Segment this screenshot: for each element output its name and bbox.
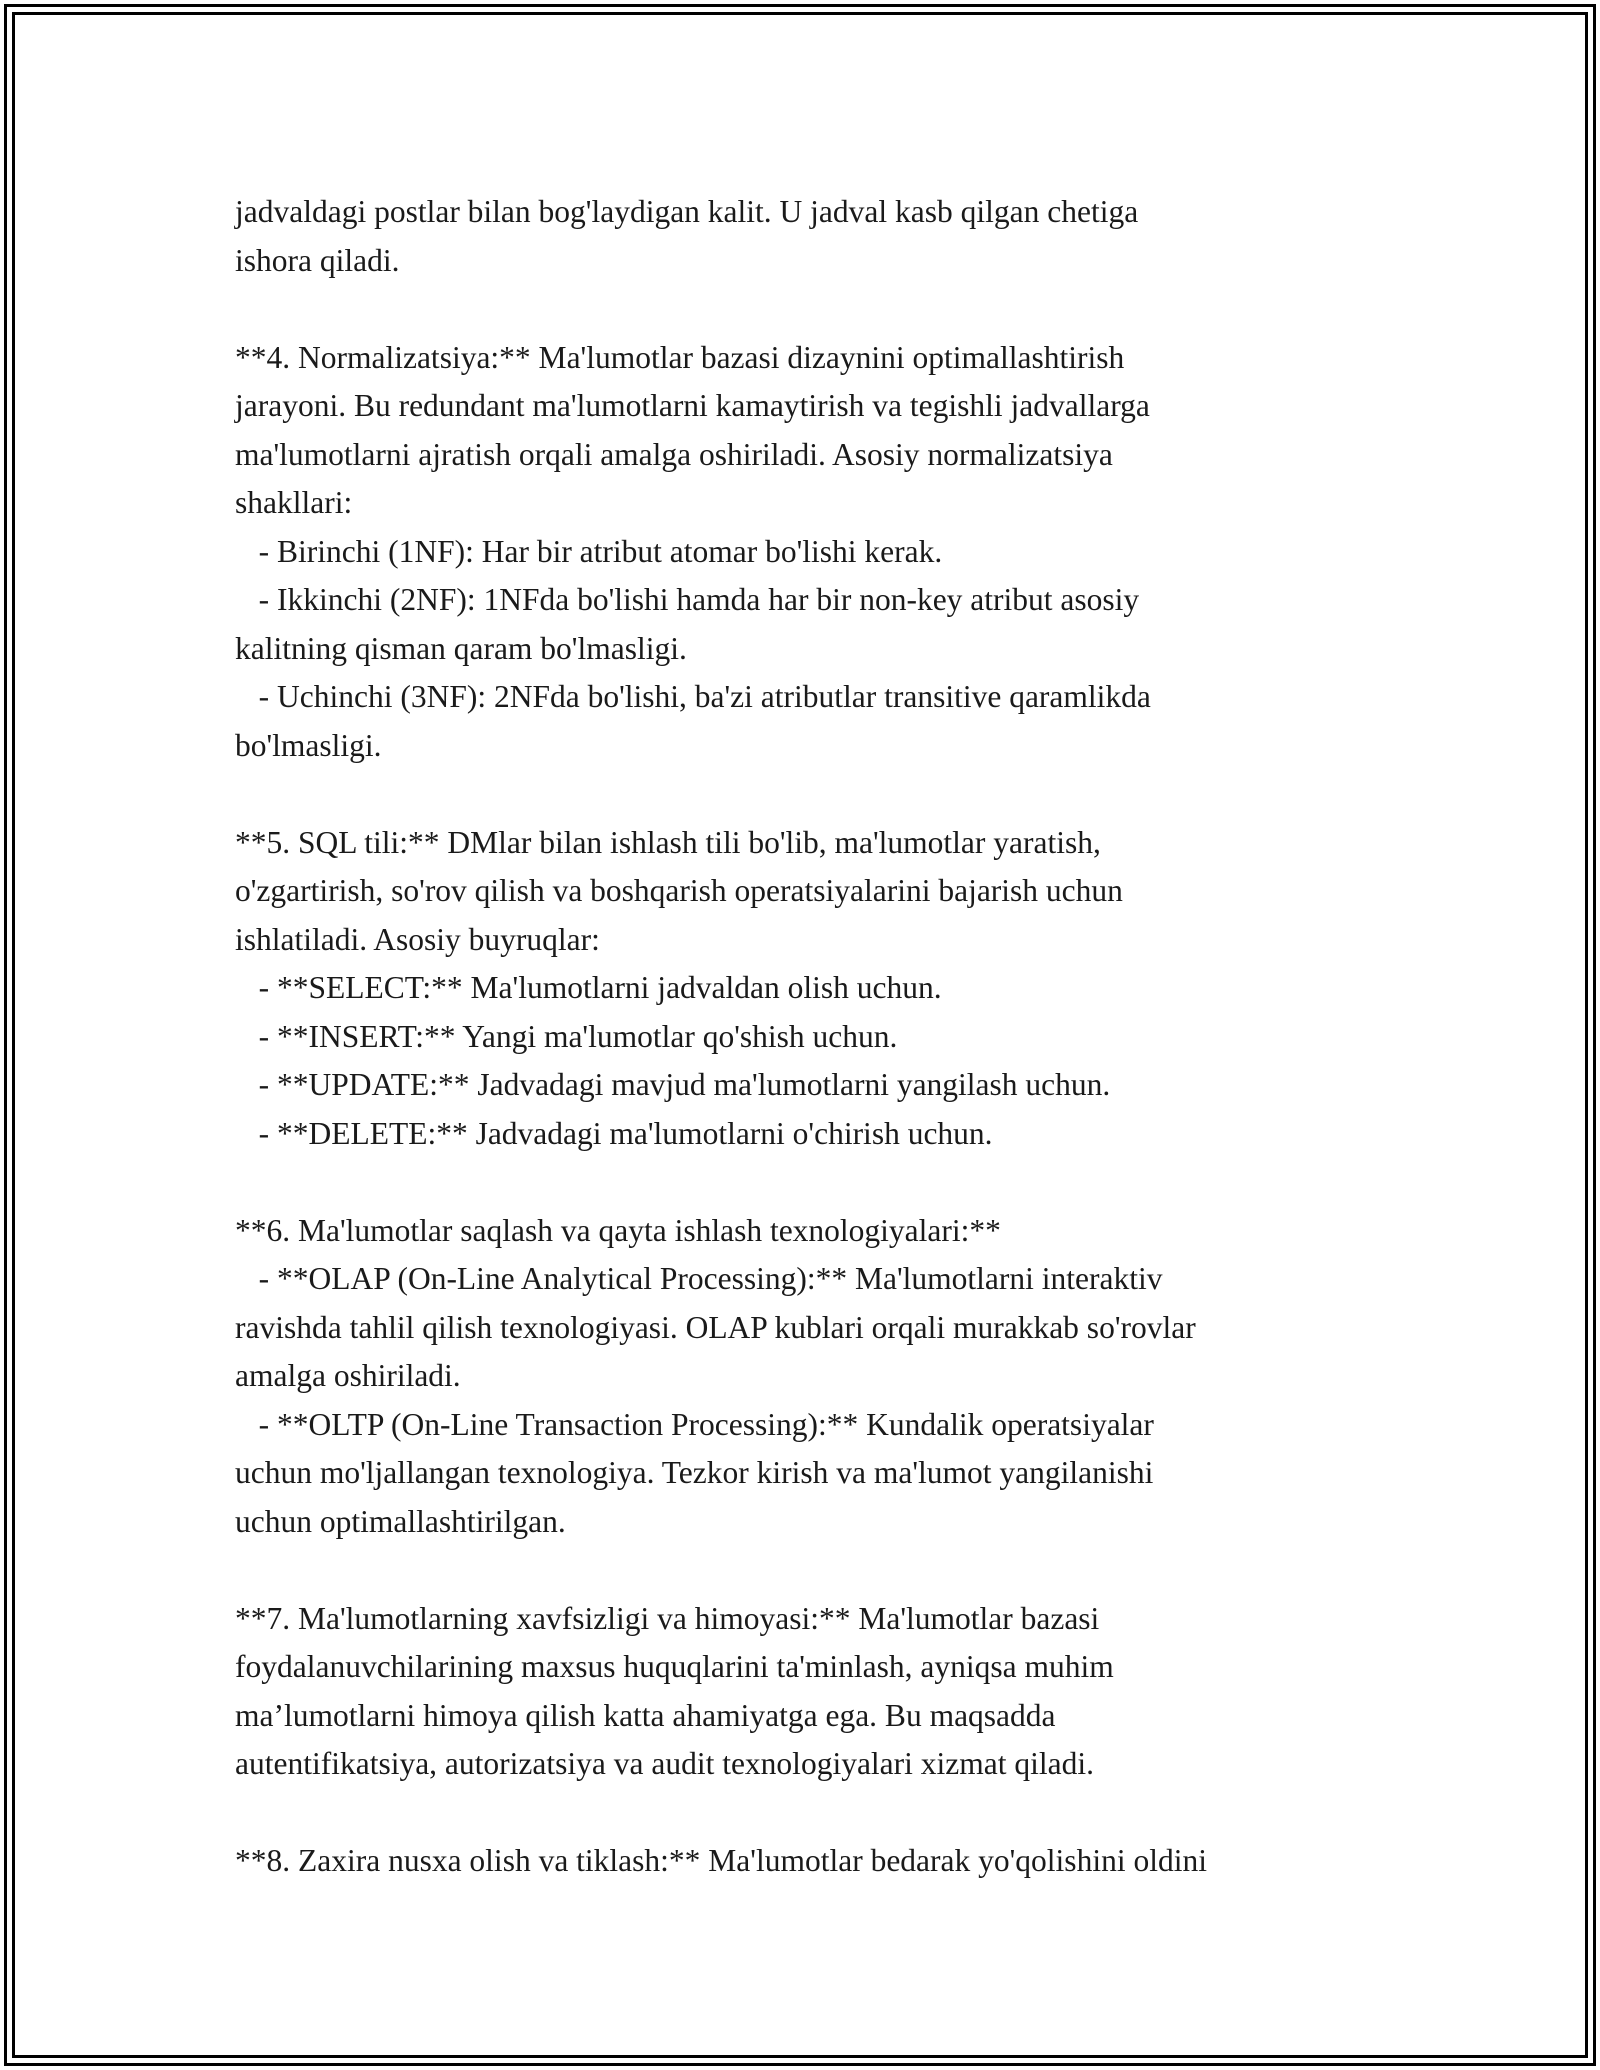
text-line: ma’lumotlarni himoya qilish katta ahamiyatga ega. Bu maqsadda (235, 1697, 1056, 1733)
text-line: ishora qiladi. (235, 242, 400, 278)
paragraph-gap (235, 1546, 1385, 1595)
text-line: o'zgartirish, so'rov qilish va boshqarish operatsiyalarini bajarish uchun (235, 873, 1123, 908)
section-8-heading-line: **8. Zaxira nusxa olish va tiklash:** Ma'lumotlar bedarak yo'qolishini oldini (235, 1843, 1207, 1878)
text-line: uchun mo'ljallangan texnologiya. Tezkor kirish va ma'lumot yangilanishi (235, 1455, 1154, 1490)
list-item-line: - **INSERT:** Yangi ma'lumotlar qo'shish uchun. (235, 1018, 898, 1054)
section-6-heading-line: **6. Ma'lumotlar saqlash va qayta ishlash texnologiyalari:** (235, 1212, 1001, 1248)
text-line: uchun optimallashtirilgan. (235, 1503, 566, 1539)
text-line: autentifikatsiya, autorizatsiya va audit texnologiyalari xizmat qiladi. (235, 1746, 1094, 1781)
list-item-line: - Uchinchi (3NF): 2NFda bo'lishi, ba'zi atributlar transitive qaramlikda (235, 679, 1151, 714)
text-line: kalitning qisman qaram bo'lmasligi. (235, 630, 687, 666)
text-line: jadvaldagi postlar bilan bog'laydigan kalit. U jadval kasb qilgan chetiga (235, 194, 1139, 229)
list-item-line: - Birinchi (1NF): Har bir atribut atomar bo'lishi kerak. (235, 533, 943, 569)
text-line: shakllari: (235, 485, 353, 520)
text-line: bo'lmasligi. (235, 727, 382, 763)
text-line: jarayoni. Bu redundant ma'lumotlarni kamaytirish va tegishli jadvallarga (235, 388, 1150, 423)
section-4-heading-line: **4. Normalizatsiya:** Ma'lumotlar bazasi dizaynini optimallashtirish (235, 339, 1125, 375)
section-7-heading-line: **7. Ma'lumotlarning xavfsizligi va himoyasi:** Ma'lumotlar bazasi (235, 1600, 1100, 1636)
text-line: ravishda tahlil qilish texnologiyasi. OLAP kublari orqali murakkab so'rovlar (235, 1309, 1196, 1345)
text-line: ma'lumotlarni ajratish orqali amalga oshiriladi. Asosiy normalizatsiya (235, 436, 1113, 472)
paragraph-gap (235, 1158, 1385, 1207)
paragraph-gap (235, 1789, 1385, 1838)
section-5-heading-line: **5. SQL tili:** DMlar bilan ishlash tili bo'lib, ma'lumotlar yaratish, (235, 824, 1101, 860)
paragraph-gap (235, 770, 1385, 819)
list-item-line: - **OLAP (On-Line Analytical Processing):** Ma'lumotlarni interaktiv (235, 1261, 1163, 1296)
paragraph-gap (235, 285, 1385, 334)
text-line: amalga oshiriladi. (235, 1358, 461, 1393)
text-line: ishlatiladi. Asosiy buyruqlar: (235, 921, 600, 957)
text-line: foydalanuvchilarining maxsus huquqlarini ta'minlash, ayniqsa muhim (235, 1649, 1114, 1684)
list-item-line: - **DELETE:** Jadvadagi ma'lumotlarni o'chirish uchun. (235, 1115, 993, 1151)
list-item-line: - **UPDATE:** Jadvadagi mavjud ma'lumotlarni yangilash uchun. (235, 1067, 1111, 1102)
list-item-line: - **OLTP (On-Line Transaction Processing):** Kundalik operatsiyalar (235, 1406, 1154, 1442)
document-body (235, 188, 1385, 1886)
list-item-line: - **SELECT:** Ma'lumotlarni jadvaldan olish uchun. (235, 970, 942, 1005)
list-item-line: - Ikkinchi (2NF): 1NFda bo'lishi hamda har bir non-key atribut asosiy (235, 582, 1140, 617)
